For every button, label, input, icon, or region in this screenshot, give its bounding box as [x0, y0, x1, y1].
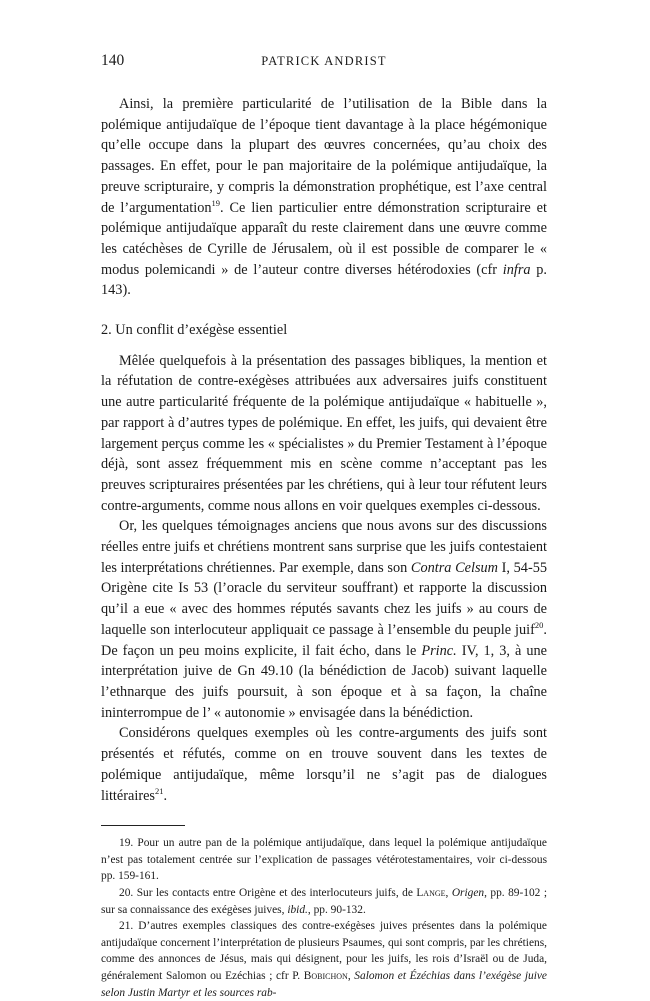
- text-run: 20. Sur les contacts entre Origène et des interlocuteurs juifs, de: [119, 886, 417, 899]
- italic-text: ibid.: [287, 903, 308, 916]
- text-run: .: [163, 787, 168, 804]
- footnote-20: [101, 885, 547, 918]
- text-run: Considérons quelques exemples où les contre-arguments des juifs sont présentés et réfutés, comme on en trouve souvent dans les textes de polémique antijudaïque, même lorsqu’il ne s’agit pas de dialogues littéraires: [101, 725, 547, 804]
- paragraph-4: [101, 723, 547, 806]
- author-name: Lange: [416, 886, 446, 899]
- page-number: 140: [101, 52, 125, 69]
- footnote-ref-20[interactable]: 20: [534, 619, 544, 630]
- text-run: Or, les quelques témoignages anciens que nous avons sur des discussions réelles entre juifs et chrétiens montrent sans surprise que les juifs contestaient les interprétations chrétiennes. Par exemple, dans son: [101, 518, 547, 576]
- text-run: p. 143).: [101, 261, 548, 299]
- text-run: , pp. 89-102 ; sur sa connaissance des exégèses juives,: [101, 886, 547, 916]
- text-run: ,: [347, 969, 355, 982]
- footnote-19: 19. Pour un autre pan de la polémique antijudaïque, dans lequel la polémique antijudaïque n’est pas totalement centrée sur l’explication de passages vétérotestamentaires, voir ci-dessous pp. 159-161.: [101, 837, 547, 883]
- footnote-ref-21[interactable]: 21: [154, 785, 164, 796]
- text-run: 21. D’autres exemples classiques des contre-exégèses juives présentes dans la polémique antijudaïque concernent l’interprétation de plusieurs Psaumes, qui sont compris, par les chrétiens, comme des annonces de Jésus, mais qui désignent, pour les juifs, les rois d’Israël ou de Juda, généralement Salomon ou Ezéchias ; cfr P.: [101, 920, 547, 982]
- text-run: I, 54-55 Origène cite Is 53 (l’oracle du serviteur souffrant) et rapporte la discussion qu’il a eue « avec des hommes réputés savants chez les juifs » au cours de laquelle son interlocuteur appliquait ce passage à l’ensemble du peuple juif: [101, 559, 548, 638]
- italic-text: Princ.: [421, 642, 457, 659]
- italic-text: infra: [502, 261, 531, 278]
- italic-text: Origen: [451, 886, 485, 899]
- italic-text: Contra Celsum: [410, 559, 498, 576]
- paragraph-1: [101, 94, 547, 301]
- footnote-divider: [101, 825, 185, 826]
- running-head: PATRICK ANDRIST: [261, 54, 387, 68]
- page-header: [101, 52, 547, 76]
- main-text: [101, 94, 547, 1001]
- footnote-21: [101, 918, 547, 1001]
- paragraph-3: [101, 516, 547, 723]
- author-name: Bobichon: [303, 969, 348, 982]
- text-run: ,: [445, 886, 452, 899]
- text-run: IV, 1, 3, à une interprétation juive de Gn 49.10 (la bénédiction de Jacob) suivant laquelle l’ethnarque des juifs poursuit, à son époque et à sa façon, la chaîne ininterrompue de l’ « autonomie » envisagée dans la bénédiction.: [101, 642, 548, 721]
- paragraph-2: Mêlée quelquefois à la présentation des passages bibliques, la mention et la réfutation de contre-exégèses attribuées aux adversaires juifs constituent une autre particularité fréquente de la polémique antijudaïque « habituelle », par rapport à d’autres types de polémique. En effet, les juifs, qui devaient être largement perçus comme les « spécialistes » du Premier Testament à l’époque déjà, sont assez fréquemment mis en scène comme n’acceptant pas les preuves scripturaires présentées par les chrétiens, qui à leur tour réfutent leurs contre-arguments, comme nous allons en voir quelques exemples ci-dessous.: [101, 352, 547, 514]
- text-run: . Ce lien particulier entre démonstration scripturaire et polémique antijudaïque apparaît du reste clairement dans une œuvre comme les catéchèses de Cyrille de Jérusalem, où il est possible de comparer le « modus polemicandi » de l’auteur contre diverses hétérodoxies (cfr: [101, 199, 547, 278]
- italic-text: Salomon et Ézéchias dans l’exégèse juive selon Justin Martyr et les sources rab-: [101, 969, 547, 999]
- text-run: . De façon un peu moins explicite, il fait écho, dans le: [101, 621, 547, 659]
- section-heading: 2. Un conflit d’exégèse essentiel: [101, 322, 288, 339]
- footnote-ref-19[interactable]: 19: [211, 197, 220, 208]
- text-run: , pp. 90-132.: [307, 903, 366, 916]
- text-run: Ainsi, la première particularité de l’utilisation de la Bible dans la polémique antijudaïque de l’époque tient davantage à la place hégémonique qu’elle occupe dans la plupart des œuvres concernées, qu’au choix des passages. En effet, pour le pan majoritaire de la polémique antijudaïque, la preuve scripturaire, y compris la démonstration prophétique, est l’axe central de l’argumentation: [101, 96, 547, 216]
